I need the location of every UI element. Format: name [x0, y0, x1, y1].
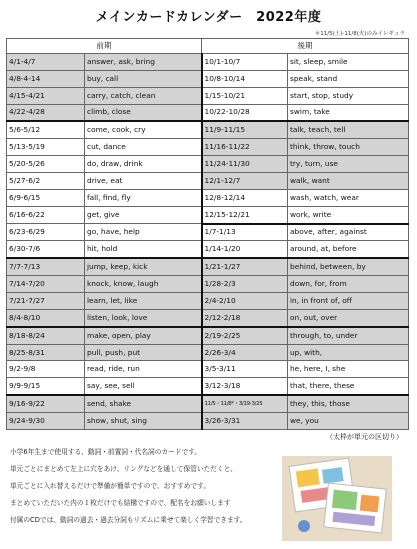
left-date-cell: 4/15-4/21 [7, 87, 85, 104]
right-words-cell: try, turn, use [288, 156, 409, 173]
calendar-row [7, 121, 409, 138]
calendar-row [7, 54, 409, 71]
first-term-header: 前期 [7, 39, 202, 54]
left-date-cell: 9/2-9/8 [7, 361, 85, 378]
right-words-cell: on, out, over [288, 309, 409, 326]
left-words-cell: do, draw, drink [85, 156, 202, 173]
right-words-cell: that, there, these [288, 378, 409, 395]
calendar-row [7, 327, 409, 344]
left-words-cell: jump, keep, kick [85, 258, 202, 275]
right-words-cell: we, you [288, 413, 409, 430]
right-words-cell: he, here, I, she [288, 361, 409, 378]
right-date-cell: 11/24-11/30 [202, 156, 288, 173]
calendar-table [6, 38, 409, 430]
right-date-cell: 10/1-10/7 [202, 54, 288, 71]
left-date-cell: 9/24-9/30 [7, 413, 85, 430]
left-words-cell: show, shut, sing [85, 413, 202, 430]
left-date-cell: 4/22-4/28 [7, 104, 85, 121]
description-line: 単元ごとに入れ替えるだけで準備が簡単ですので、おすすめです。 [10, 482, 211, 490]
right-words-cell: start, stop, study [288, 87, 409, 104]
calendar-row [7, 344, 409, 361]
left-date-cell: 9/16-9/22 [7, 395, 85, 412]
calendar-row [7, 395, 409, 412]
right-date-cell: 10/8-10/14 [202, 70, 288, 87]
left-words-cell: knock, know, laugh [85, 276, 202, 293]
right-date-cell: 1/7-1/13 [202, 224, 288, 241]
right-date-cell: 1/21-1/27 [202, 258, 288, 275]
left-date-cell: 8/25-8/31 [7, 344, 85, 361]
right-date-cell: 11/5・11/8*・3/19-3/25 [202, 395, 288, 412]
left-date-cell: 8/4-8/10 [7, 309, 85, 326]
left-words-cell: send, shake [85, 395, 202, 412]
left-words-cell: buy, call [85, 70, 202, 87]
second-term-header: 後期 [202, 39, 409, 54]
left-words-cell: hit, hold [85, 241, 202, 258]
left-date-cell: 5/27-6/2 [7, 172, 85, 189]
left-words-cell: say, see, sell [85, 378, 202, 395]
left-date-cell: 5/20-5/26 [7, 156, 85, 173]
left-words-cell: go, have, help [85, 224, 202, 241]
right-date-cell: 3/12-3/18 [202, 378, 288, 395]
left-date-cell: 4/1-4/7 [7, 54, 85, 71]
right-date-cell: 3/26-3/31 [202, 413, 288, 430]
irregular-note: ＊11/5(土)-11/8(火)のみイレギュラ [314, 31, 405, 37]
right-words-cell: in, in front of, off [288, 293, 409, 310]
left-date-cell: 7/7-7/13 [7, 258, 85, 275]
left-words-cell: drive, eat [85, 172, 202, 189]
left-date-cell: 5/6-5/12 [7, 121, 85, 138]
description-line: 単元ごとにまとめて左上に穴をあけ、リングなどを通して保管いただくと、 [10, 465, 237, 473]
calendar-row [7, 309, 409, 326]
left-date-cell: 6/30-7/6 [7, 241, 85, 258]
calendar-row [7, 361, 409, 378]
calendar-row [7, 378, 409, 395]
calendar-row [7, 172, 409, 189]
left-words-cell: listen, look, love [85, 309, 202, 326]
right-words-cell: up, with, [288, 344, 409, 361]
calendar-row [7, 104, 409, 121]
left-words-cell: cut, dance [85, 139, 202, 156]
left-words-cell: learn, let, like [85, 293, 202, 310]
right-date-cell: 12/15-12/21 [202, 206, 288, 223]
left-date-cell: 6/23-6/29 [7, 224, 85, 241]
right-words-cell: swim, take [288, 104, 409, 121]
left-words-cell: read, ride, run [85, 361, 202, 378]
left-words-cell: make, open, play [85, 327, 202, 344]
right-date-cell: 12/1-12/7 [202, 172, 288, 189]
right-date-cell: 1/14-1/20 [202, 241, 288, 258]
calendar-row [7, 241, 409, 258]
right-date-cell: 2/12-2/18 [202, 309, 288, 326]
right-words-cell: sit, sleep, smile [288, 54, 409, 71]
right-words-cell: walk, want [288, 172, 409, 189]
left-date-cell: 6/16-6/22 [7, 206, 85, 223]
right-words-cell: speak, stand [288, 70, 409, 87]
right-date-cell: 12/8-12/14 [202, 189, 288, 206]
right-words-cell: talk, teach, tell [288, 121, 409, 138]
description-line: 小学6年生まで使用する、動詞・前置詞・代名詞のカードです。 [10, 448, 201, 456]
right-words-cell: think, throw, touch [288, 139, 409, 156]
calendar-row [7, 258, 409, 275]
right-date-cell: 1/15-10/21 [202, 87, 288, 104]
left-date-cell: 9/9-9/15 [7, 378, 85, 395]
calendar-row [7, 70, 409, 87]
right-date-cell: 11/9-11/15 [202, 121, 288, 138]
calendar-row [7, 189, 409, 206]
calendar-row [7, 293, 409, 310]
right-words-cell: work, write [288, 206, 409, 223]
left-date-cell: 6/9-6/15 [7, 189, 85, 206]
left-date-cell: 4/8-4-14 [7, 70, 85, 87]
right-words-cell: behind, between, by [288, 258, 409, 275]
left-date-cell: 7/21-7/27 [7, 293, 85, 310]
right-date-cell: 2/19-2/25 [202, 327, 288, 344]
right-date-cell: 11/16-11/22 [202, 139, 288, 156]
right-date-cell: 1/28-2/3 [202, 276, 288, 293]
left-words-cell: fall, find, fly [85, 189, 202, 206]
right-date-cell: 3/5-3/11 [202, 361, 288, 378]
left-date-cell: 5/13-5/19 [7, 139, 85, 156]
calendar-row [7, 224, 409, 241]
left-words-cell: pull, push, put [85, 344, 202, 361]
left-date-cell: 7/14-7/20 [7, 276, 85, 293]
right-words-cell: down, for, from [288, 276, 409, 293]
left-words-cell: answer, ask, bring [85, 54, 202, 71]
right-words-cell: around, at, before [288, 241, 409, 258]
left-words-cell: climb, close [85, 104, 202, 121]
description-line: まとめていただいた内の１枚だけでも結構ですので、配名をお願いします [10, 499, 231, 507]
right-words-cell: through, to, under [288, 327, 409, 344]
right-date-cell: 2/4-2/10 [202, 293, 288, 310]
calendar-row [7, 139, 409, 156]
calendar-row [7, 413, 409, 430]
calendar-row [7, 206, 409, 223]
left-words-cell: carry, catch, clean [85, 87, 202, 104]
page-title: メインカードカレンダー 2022年度 [95, 10, 322, 25]
left-words-cell: get, give [85, 206, 202, 223]
left-words-cell: come, cook, cry [85, 121, 202, 138]
left-date-cell: 8/18-8/24 [7, 327, 85, 344]
right-words-cell: they, this, those [288, 395, 409, 412]
calendar-row [7, 156, 409, 173]
right-date-cell: 10/22-10/28 [202, 104, 288, 121]
right-date-cell: 2/26-3/4 [202, 344, 288, 361]
right-words-cell: above, after, against [288, 224, 409, 241]
calendar-row [7, 276, 409, 293]
description-line: 付属のCDでは、動詞の過去・過去分詞もリズムに乗せて楽しく学習できます。 [10, 516, 247, 524]
card-photo [282, 456, 392, 541]
legend-note: （太枠が単元の区切り） [326, 433, 403, 441]
calendar-row [7, 87, 409, 104]
right-words-cell: wash, watch, wear [288, 189, 409, 206]
